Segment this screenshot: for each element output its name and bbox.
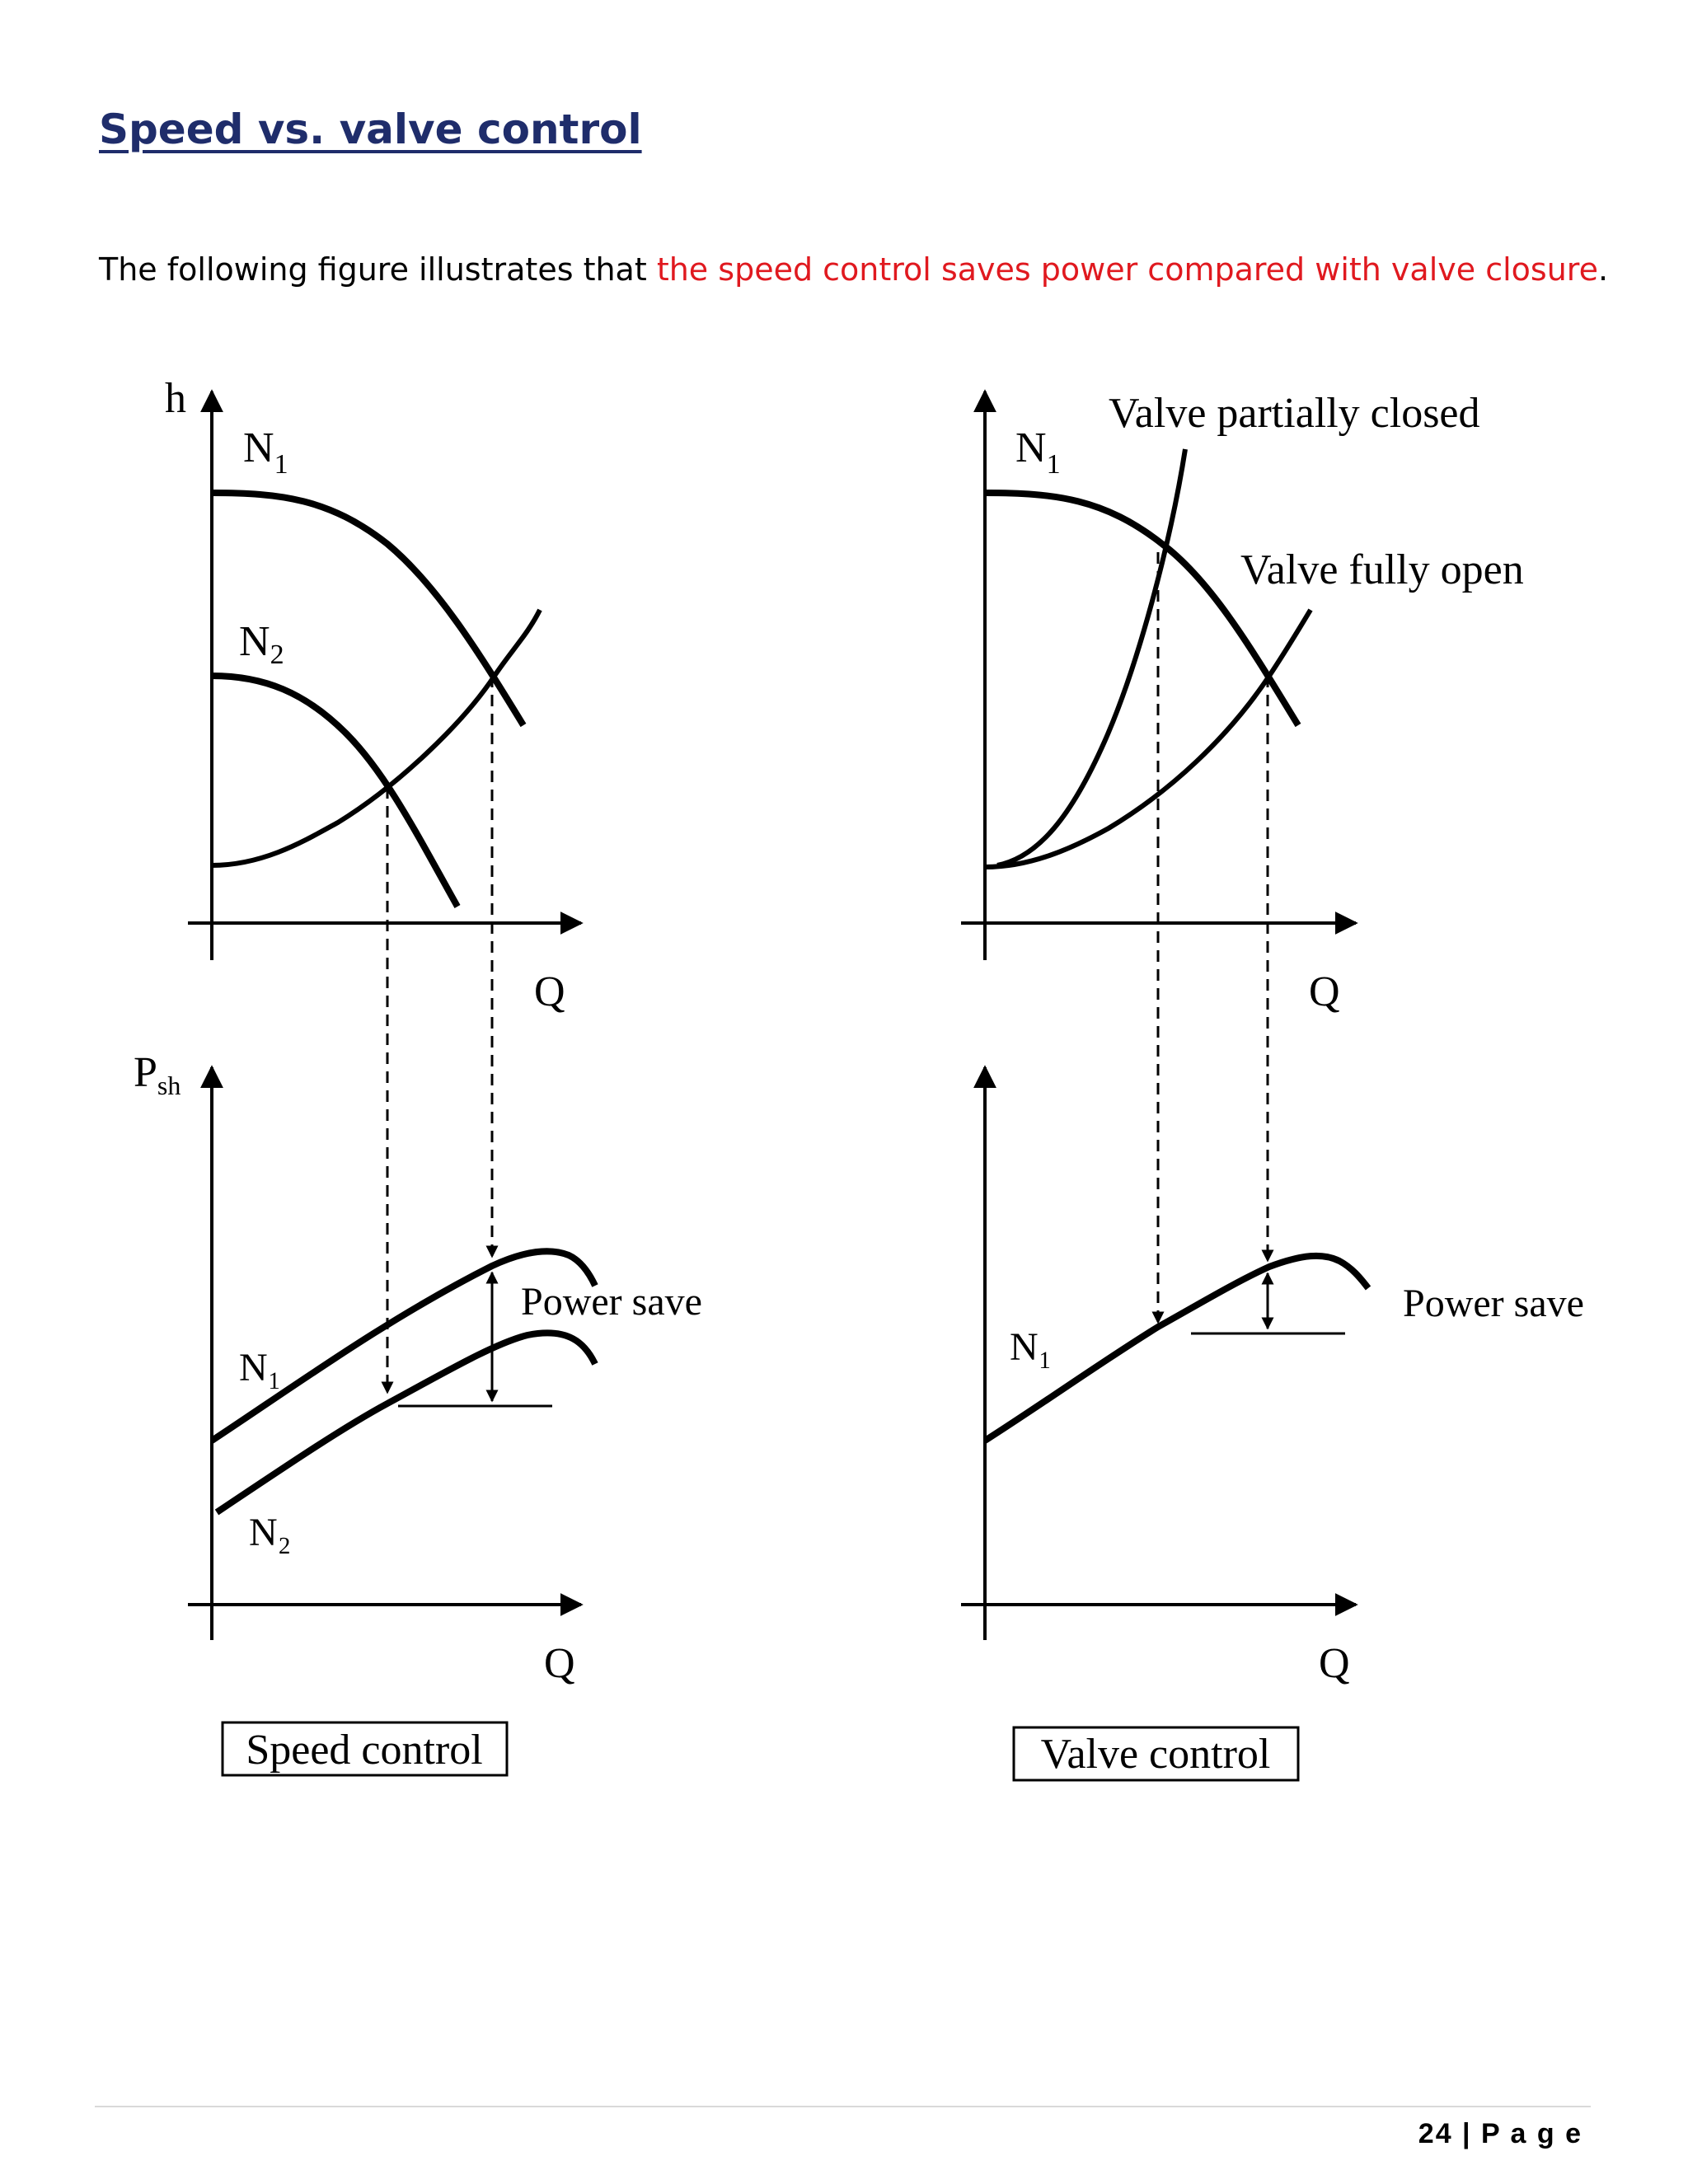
valve-fully-open-label: Valve fully open xyxy=(1240,546,1524,593)
valve-power-q-label: Q xyxy=(1319,1640,1350,1687)
intro-text: The following figure illustrates that xyxy=(99,251,657,288)
valve-power-chart xyxy=(961,1067,1584,1687)
page-heading: Speed vs. valve control xyxy=(99,105,642,153)
intro-period: . xyxy=(1597,251,1609,288)
intro-highlight: the speed control saves power compared with valve closure xyxy=(656,251,1598,288)
valve-caption-box xyxy=(1014,1727,1298,1780)
speed-head-chart xyxy=(165,375,581,1015)
speed-head-q-label: Q xyxy=(534,968,565,1015)
valve-n1-power-label: N₁ xyxy=(1010,1325,1053,1369)
valve-open-system-curve xyxy=(985,610,1311,867)
speed-n1-head-curve xyxy=(212,493,523,725)
speed-caption: Speed control xyxy=(246,1727,483,1774)
speed-power-chart xyxy=(134,1049,702,1687)
valve-n1-head-curve xyxy=(985,493,1298,725)
valve-head-q-label: Q xyxy=(1309,968,1340,1015)
speed-power-axis-label: Psh xyxy=(134,1049,181,1100)
valve-partially-closed-label: Valve partially closed xyxy=(1109,390,1480,437)
footer-divider xyxy=(95,2106,1591,2107)
speed-head-axis-label: h xyxy=(165,375,186,422)
valve-caption: Valve control xyxy=(1040,1731,1271,1778)
valve-n1-head-label: $N_1$ xyxy=(1015,424,1061,480)
speed-n2-head-label: N2 xyxy=(239,618,284,670)
speed-n2-power-label: N₂ xyxy=(249,1511,292,1554)
speed-caption-box xyxy=(223,1722,507,1775)
speed-n2-head-curve xyxy=(212,676,457,907)
valve-head-chart xyxy=(961,390,1524,1015)
speed-power-save-label: Power save xyxy=(521,1280,702,1324)
valve-power-save-label: Power save xyxy=(1403,1282,1584,1325)
speed-n1-power-label: N₁ xyxy=(239,1346,282,1390)
page-number: 24 | P a g e xyxy=(1418,2118,1582,2149)
speed-power-q-label: Q xyxy=(544,1640,575,1687)
speed-n1-head-label: $N_1$ xyxy=(243,424,288,480)
